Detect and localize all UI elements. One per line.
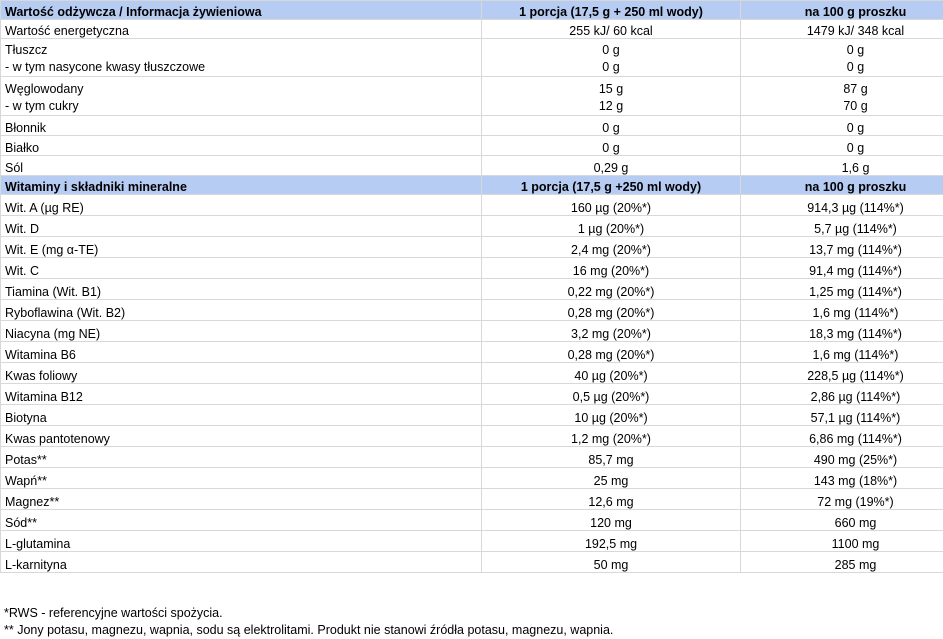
table-cell[interactable]: 228,5 µg (114%*)	[741, 363, 943, 384]
cell-subvalue: 12 g	[486, 98, 736, 115]
header-row-nutrition	[1, 1, 943, 20]
table-row	[1, 342, 943, 363]
table-cell[interactable]: Wartość energetyczna	[1, 20, 482, 39]
table-cell[interactable]: 1,6 g	[741, 156, 943, 176]
table-cell[interactable]: 0 g	[741, 116, 943, 136]
table-cell[interactable]: Białko	[1, 136, 482, 156]
table-row	[1, 258, 943, 279]
row-label: Tłuszcz	[5, 42, 477, 59]
table-row	[1, 321, 943, 342]
table-cell[interactable]: 1 µg (20%*)	[482, 216, 741, 237]
table-cell[interactable]: 255 kJ/ 60 kcal	[482, 20, 741, 39]
table-cell[interactable]: 18,3 mg (114%*)	[741, 321, 943, 342]
table-cell[interactable]: 285 mg	[741, 552, 943, 573]
table-cell[interactable]: 72 mg (19%*)	[741, 489, 943, 510]
cell-subvalue: 70 g	[745, 98, 943, 115]
table-cell[interactable]: 25 mg	[482, 468, 741, 489]
table-cell[interactable]	[482, 77, 741, 116]
cell-subvalue: 0 g	[745, 59, 943, 76]
table-row	[1, 300, 943, 321]
cell-value: 0 g	[745, 42, 943, 59]
table-row	[1, 489, 943, 510]
table-row	[1, 468, 943, 489]
footnote-rws: *RWS - referencyjne wartości spożycia.	[4, 605, 613, 622]
table-cell[interactable]: Tiamina (Wit. B1)	[1, 279, 482, 300]
table-cell[interactable]: 1,6 mg (114%*)	[741, 342, 943, 363]
table-cell[interactable]: Magnez**	[1, 489, 482, 510]
table-row	[1, 384, 943, 405]
table-cell[interactable]: 192,5 mg	[482, 531, 741, 552]
table-row	[1, 363, 943, 384]
table-cell[interactable]: 660 mg	[741, 510, 943, 531]
table-cell[interactable]: Ryboflawina (Wit. B2)	[1, 300, 482, 321]
table-cell[interactable]: 6,86 mg (114%*)	[741, 426, 943, 447]
table-cell[interactable]: 50 mg	[482, 552, 741, 573]
table-cell[interactable]	[482, 39, 741, 77]
table-row	[1, 195, 943, 216]
table-cell[interactable]: L-glutamina	[1, 531, 482, 552]
table-cell[interactable]: 0 g	[482, 136, 741, 156]
row-label: Węglowodany	[5, 81, 477, 98]
table-cell[interactable]: Wit. C	[1, 258, 482, 279]
table-cell[interactable]: 0 g	[482, 116, 741, 136]
header-cell[interactable]: Witaminy i składniki mineralne	[1, 176, 482, 195]
table-cell[interactable]	[741, 77, 943, 116]
vitamin-rows	[1, 195, 943, 573]
cell-value: 15 g	[486, 81, 736, 98]
table-cell[interactable]: 1,6 mg (114%*)	[741, 300, 943, 321]
table-cell[interactable]	[1, 39, 482, 77]
table-cell[interactable]: Biotyna	[1, 405, 482, 426]
header-cell[interactable]: 1 porcja (17,5 g + 250 ml wody)	[482, 1, 741, 20]
table-cell[interactable]: 0,28 mg (20%*)	[482, 300, 741, 321]
table-row	[1, 136, 943, 156]
table-cell[interactable]: 1,25 mg (114%*)	[741, 279, 943, 300]
header-cell[interactable]: na 100 g proszku	[741, 176, 943, 195]
footnotes	[4, 605, 613, 639]
header-row-vitamins	[1, 176, 943, 195]
table-cell[interactable]	[1, 77, 482, 116]
table-cell[interactable]: Sód**	[1, 510, 482, 531]
table-row	[1, 39, 943, 77]
table-cell[interactable]: Kwas foliowy	[1, 363, 482, 384]
table-cell[interactable]: Potas**	[1, 447, 482, 468]
table-cell[interactable]: 10 µg (20%*)	[482, 405, 741, 426]
table-cell[interactable]: 2,86 µg (114%*)	[741, 384, 943, 405]
table-cell[interactable]: Sól	[1, 156, 482, 176]
table-row	[1, 552, 943, 573]
table-cell[interactable]: 91,4 mg (114%*)	[741, 258, 943, 279]
table-row	[1, 405, 943, 426]
table-cell[interactable]: 0,5 µg (20%*)	[482, 384, 741, 405]
row-sublabel: - w tym cukry	[5, 98, 477, 115]
header-cell[interactable]: na 100 g proszku	[741, 1, 943, 20]
table-row	[1, 510, 943, 531]
footnote-electrolytes: ** Jony potasu, magnezu, wapnia, sodu są elektrolitami. Produkt nie stanowi źródła potasu, magnezu, wapnia.	[4, 622, 613, 639]
table-cell[interactable]: Witamina B12	[1, 384, 482, 405]
table-cell[interactable]: Błonnik	[1, 116, 482, 136]
header-cell[interactable]: 1 porcja (17,5 g +250 ml wody)	[482, 176, 741, 195]
table-cell[interactable]: 16 mg (20%*)	[482, 258, 741, 279]
table-cell[interactable]: 3,2 mg (20%*)	[482, 321, 741, 342]
table-cell[interactable]: 13,7 mg (114%*)	[741, 237, 943, 258]
table-cell[interactable]: 490 mg (25%*)	[741, 447, 943, 468]
cell-subvalue: 0 g	[486, 59, 736, 76]
table-cell[interactable]: 1479 kJ/ 348 kcal	[741, 20, 943, 39]
table-cell[interactable]: 85,7 mg	[482, 447, 741, 468]
table-cell[interactable]: 914,3 µg (114%*)	[741, 195, 943, 216]
table-cell[interactable]: 2,4 mg (20%*)	[482, 237, 741, 258]
table-cell[interactable]: 120 mg	[482, 510, 741, 531]
table-cell[interactable]: 0 g	[741, 136, 943, 156]
table-row	[1, 531, 943, 552]
header-cell[interactable]: Wartość odżywcza / Informacja żywieniowa	[1, 1, 482, 20]
table-row	[1, 20, 943, 39]
cell-value: 0 g	[486, 42, 736, 59]
table-cell[interactable]: 40 µg (20%*)	[482, 363, 741, 384]
table-row	[1, 447, 943, 468]
table-cell[interactable]: 57,1 µg (114%*)	[741, 405, 943, 426]
table-cell[interactable]: L-karnityna	[1, 552, 482, 573]
table-cell[interactable]	[741, 39, 943, 77]
table-row	[1, 77, 943, 116]
table-row	[1, 116, 943, 136]
table-cell[interactable]: Wit. D	[1, 216, 482, 237]
table-cell[interactable]: 160 µg (20%*)	[482, 195, 741, 216]
table-row	[1, 216, 943, 237]
table-cell[interactable]: Wit. E (mg α-TE)	[1, 237, 482, 258]
table-cell[interactable]: 12,6 mg	[482, 489, 741, 510]
table-cell[interactable]: 1,2 mg (20%*)	[482, 426, 741, 447]
table-cell[interactable]: 143 mg (18%*)	[741, 468, 943, 489]
table-cell[interactable]: Wapń**	[1, 468, 482, 489]
table-cell[interactable]: Wit. A (µg RE)	[1, 195, 482, 216]
table-cell[interactable]: Kwas pantotenowy	[1, 426, 482, 447]
table-row	[1, 237, 943, 258]
table-cell[interactable]: 0,28 mg (20%*)	[482, 342, 741, 363]
row-sublabel: - w tym nasycone kwasy tłuszczowe	[5, 59, 477, 76]
table-row	[1, 426, 943, 447]
table-cell[interactable]: 0,29 g	[482, 156, 741, 176]
table-row	[1, 156, 943, 176]
table-row	[1, 279, 943, 300]
table-cell[interactable]: Witamina B6	[1, 342, 482, 363]
table-cell[interactable]: 0,22 mg (20%*)	[482, 279, 741, 300]
table-cell[interactable]: Niacyna (mg NE)	[1, 321, 482, 342]
table-cell[interactable]: 1100 mg	[741, 531, 943, 552]
table-cell[interactable]: 5,7 µg (114%*)	[741, 216, 943, 237]
cell-value: 87 g	[745, 81, 943, 98]
